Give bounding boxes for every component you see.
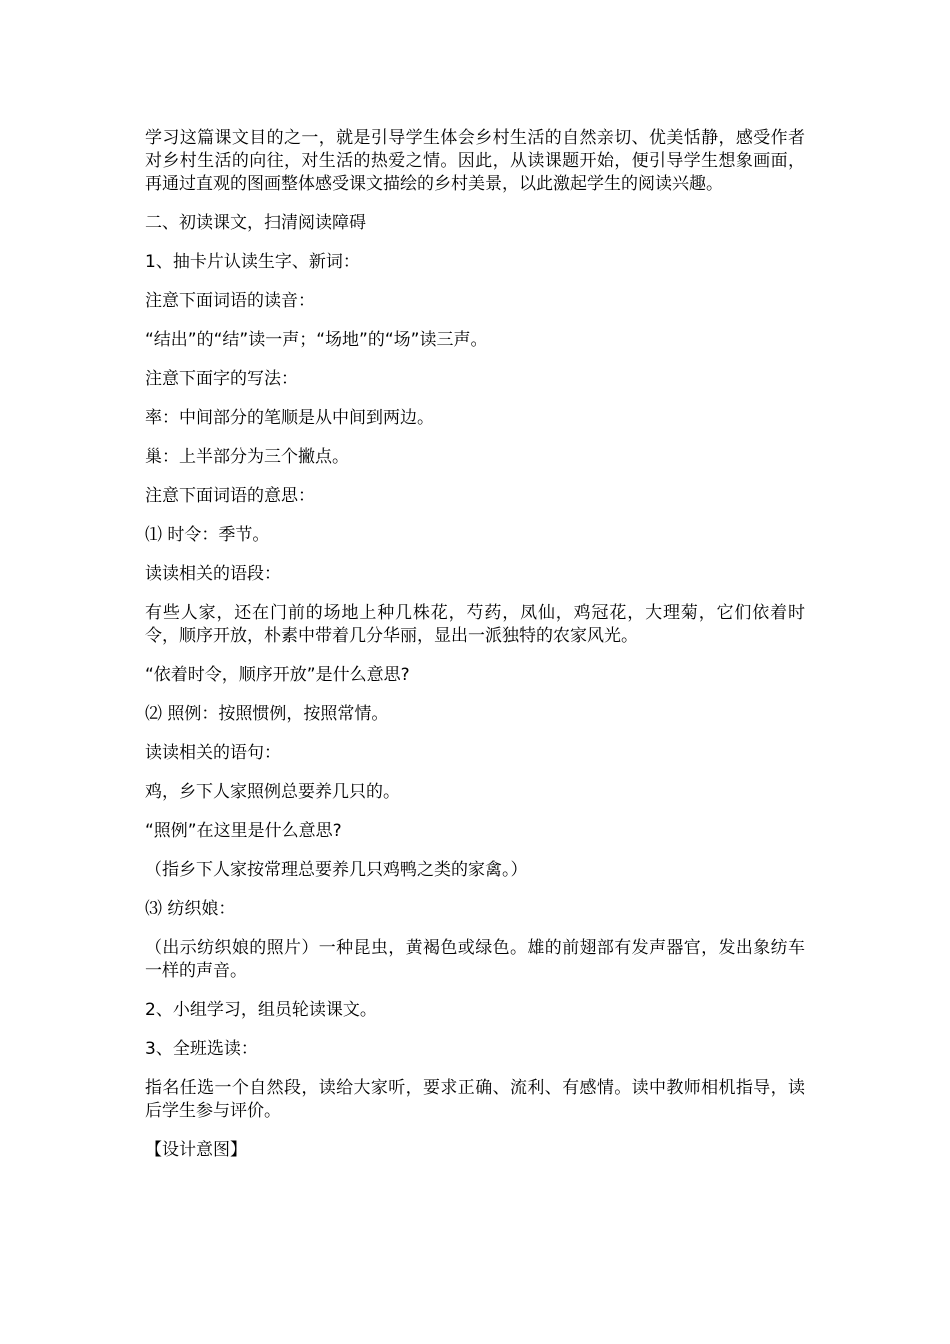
paragraph-answer-2: （指乡下人家按常理总要养几只鸡鸭之类的家禽。） bbox=[145, 860, 528, 880]
paragraph-vocab-3-explanation: （出示纺织娘的照片）一种昆虫，黄褐色或绿色。雄的前翅部有发声器官，发出象纺车一样的声音。 bbox=[145, 938, 805, 981]
section-heading-first-reading: 二、初读课文，扫清阅读障碍 bbox=[145, 213, 366, 233]
paragraph-writing-label: 注意下面字的写法： bbox=[145, 369, 298, 389]
document-body bbox=[145, 127, 805, 1178]
paragraph-writing-note-1: 率：中间部分的笔顺是从中间到两边。 bbox=[145, 408, 434, 428]
section-heading-design-intent: 【设计意图】 bbox=[145, 1140, 247, 1160]
paragraph-quote-1: 有些人家，还在门前的场地上种几株花，芍药，凤仙，鸡冠花，大理菊，它们依着时令，顺序开放，朴素中带着几分华丽，显出一派独特的农家风光。 bbox=[145, 603, 805, 646]
paragraph-class-reading-details: 指名任选一个自然段，读给大家听，要求正确、流利、有感情。读中教师相机指导，读后学生参与评价。 bbox=[145, 1078, 805, 1121]
paragraph-read-label-2: 读读相关的语句： bbox=[145, 743, 281, 763]
paragraph-meaning-label: 注意下面词语的意思： bbox=[145, 486, 315, 506]
step-heading-group-study: 2、小组学习，组员轮读课文。 bbox=[145, 1000, 377, 1020]
step-heading-cards: 1、抽卡片认读生字、新词： bbox=[145, 252, 360, 272]
vocab-item-3: ⑶ 纺织娘： bbox=[145, 899, 236, 919]
paragraph-question-1: “依着时令，顺序开放”是什么意思? bbox=[145, 665, 410, 685]
paragraph-read-label-1: 读读相关的语段： bbox=[145, 564, 281, 584]
paragraph-pronunciation-label: 注意下面词语的读音： bbox=[145, 291, 315, 311]
step-heading-class-reading: 3、全班选读： bbox=[145, 1039, 258, 1059]
paragraph-writing-note-2: 巢：上半部分为三个撇点。 bbox=[145, 447, 349, 467]
paragraph-pronunciation-notes: “结出”的“结”读一声；“场地”的“场”读三声。 bbox=[145, 330, 488, 350]
vocab-item-2: ⑵ 照例：按照惯例，按照常情。 bbox=[145, 704, 389, 724]
paragraph-intent-description: 学习这篇课文目的之一，就是引导学生体会乡村生活的自然亲切、优美恬静，感受作者对乡村生活的向往，对生活的热爱之情。因此，从读课题开始，便引导学生想象画面，再通过直观的图画整体感受课文描绘的乡村美景，以此激起学生的阅读兴趣。 bbox=[145, 128, 805, 194]
paragraph-question-2: “照例”在这里是什么意思? bbox=[145, 821, 342, 841]
paragraph-quote-2: 鸡，乡下人家照例总要养几只的。 bbox=[145, 782, 400, 802]
vocab-item-1: ⑴ 时令：季节。 bbox=[145, 525, 270, 545]
